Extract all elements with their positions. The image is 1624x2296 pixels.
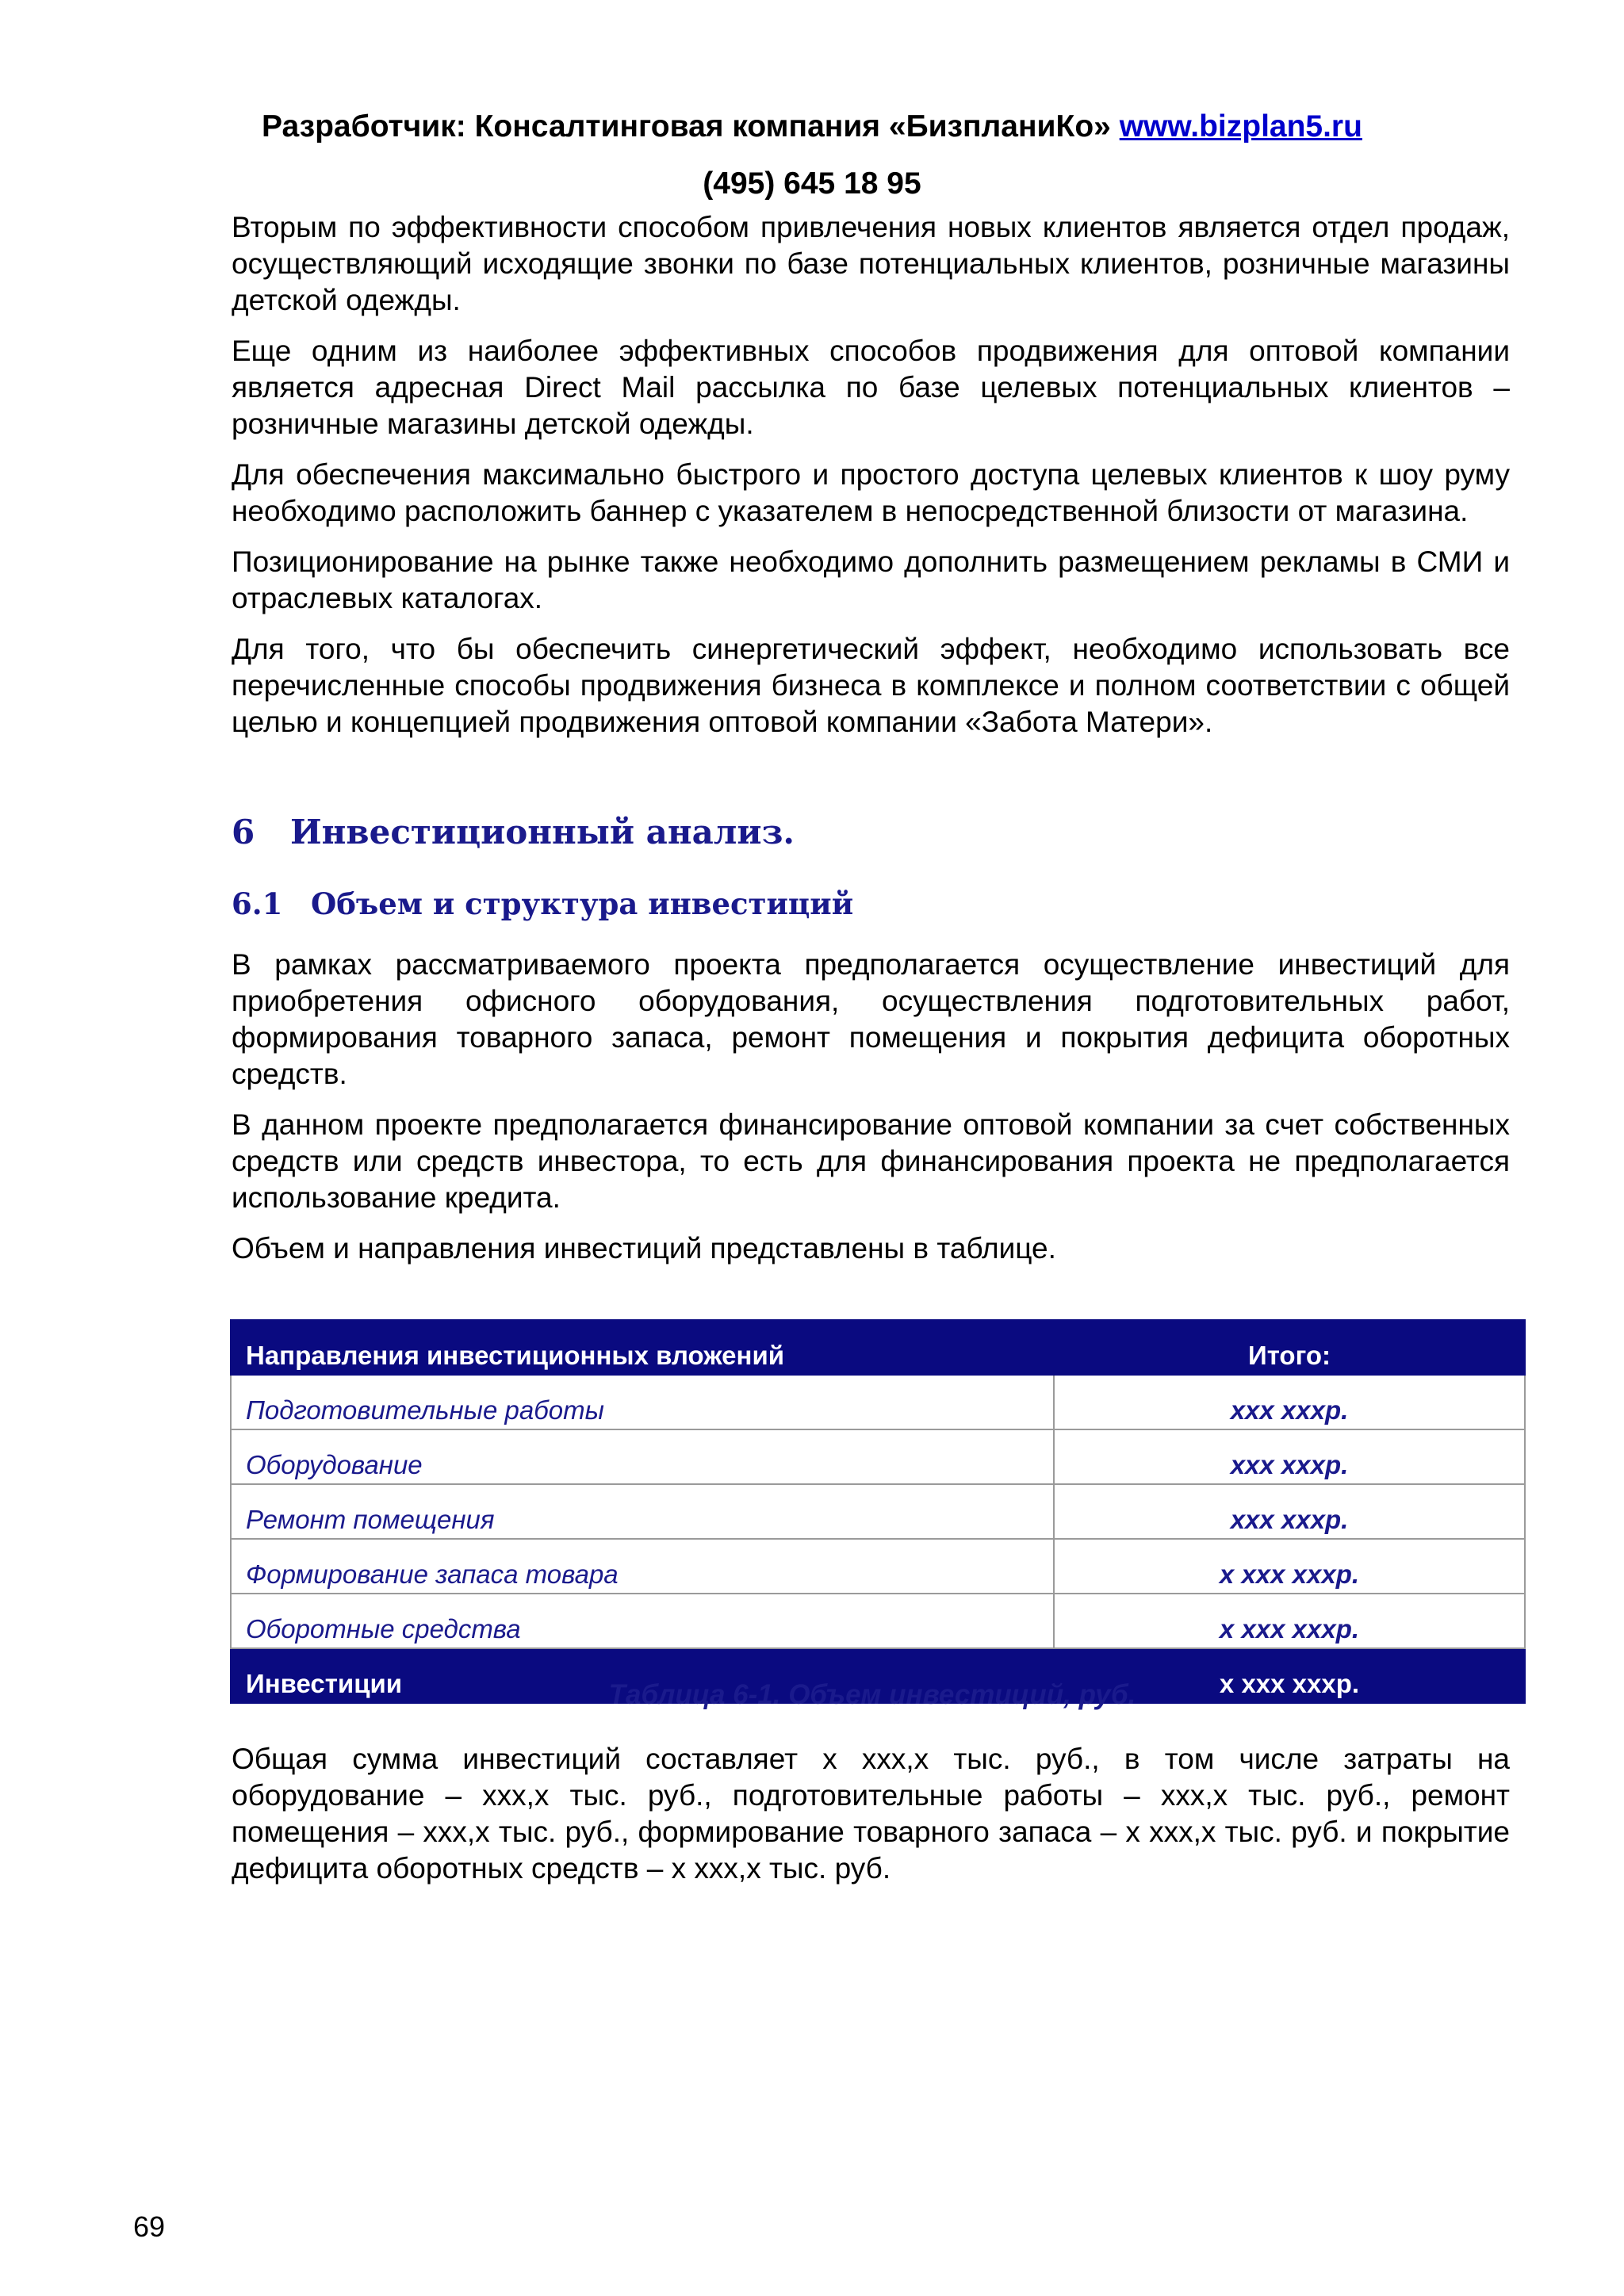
page-number: 69 [133, 2210, 166, 2243]
row-value: x xxx xxxр. [1054, 1594, 1525, 1648]
row-name: Ремонт помещения [231, 1484, 1054, 1539]
developer-label: Разработчик: Консалтинговая компания «БизпланиКо» [262, 109, 1111, 144]
row-value: x xxx xxxр. [1054, 1539, 1525, 1594]
table-row [231, 1594, 1525, 1648]
row-name: Формирование запаса товара [231, 1539, 1054, 1594]
table-caption: Таблица 6-1. Объем инвестиций, руб. [608, 1679, 1136, 1710]
subsection-number: 6.1 [232, 886, 283, 921]
subsection-heading [232, 886, 853, 921]
section-number: 6 [232, 813, 255, 851]
header-directions: Направления инвестиционных вложений [231, 1320, 1054, 1375]
row-name: Подготовительные работы [231, 1375, 1054, 1429]
paragraph: В рамках рассматриваемого проекта предполагается осуществление инвестиций для приобретения офисного оборудования, осуществления подготовительных работ, формирования товарного запаса, ремонт помещения и покрытия дефицита оборотных средств. [232, 948, 1510, 1090]
section-title: Инвестиционный анализ. [290, 813, 795, 851]
total-name: Инвестиции [231, 1648, 1054, 1703]
table-header-row [231, 1320, 1525, 1375]
website-link[interactable]: www.bizplan5.ru [1119, 109, 1362, 144]
total-value: x xxx xxxр. [1054, 1648, 1525, 1703]
page-header [0, 109, 1624, 144]
paragraph: Вторым по эффективности способом привлечения новых клиентов является отдел продаж, осуществляющий исходящие звонки по базе потенциальных клиентов, розничные магазины детской одежды. [232, 211, 1510, 316]
table-row [231, 1375, 1525, 1429]
phone-number: (495) 645 18 95 [703, 166, 921, 201]
paragraph: Объем и направления инвестиций представлены в таблице. [232, 1232, 1056, 1265]
investment-table [230, 1319, 1526, 1704]
row-name: Оборотные средства [231, 1594, 1054, 1648]
summary-text [232, 1741, 1510, 1887]
row-value: xxx xxxр. [1054, 1429, 1525, 1484]
paragraph: Позиционирование на рынке также необходимо дополнить размещением рекламы в СМИ и отраслевых каталогах. [232, 545, 1510, 614]
paragraph: В данном проекте предполагается финансирование оптовой компании за счет собственных средств или средств инвестора, то есть для финансирования проекта не предполагается использование кредита. [232, 1108, 1510, 1214]
section-heading [232, 813, 795, 851]
paragraph: Общая сумма инвестиций составляет x xxx,x тыс. руб., в том числе затраты на оборудование – xxx,x тыс. руб., подготовительные работы – xxx,x тыс. руб., ремонт помещения – xxx,x тыс. руб., формирование товарного запаса – x xxx,x тыс. руб. и покрытие дефицита оборотных средств – x xxx,x тыс. руб. [232, 1743, 1510, 1885]
row-value: xxx xxxр. [1054, 1484, 1525, 1539]
section-text [232, 947, 1510, 1267]
paragraph: Для обеспечения максимально быстрого и простого доступа целевых клиентов к шоу руму необходимо расположить баннер с указателем в непосредственной близости от магазина. [232, 458, 1510, 527]
subsection-title: Объем и структура инвестиций [311, 886, 854, 921]
paragraph: Еще одним из наиболее эффективных способов продвижения для оптовой компании является адресная Direct Mail рассылка по базе целевых потенциальных клиентов – розничные магазины детской одежды. [232, 335, 1510, 440]
table-row [231, 1429, 1525, 1484]
table-row [231, 1484, 1525, 1539]
row-name: Оборудование [231, 1429, 1054, 1484]
intro-text [232, 209, 1510, 740]
table-row [231, 1539, 1525, 1594]
paragraph: Для того, что бы обеспечить синергетический эффект, необходимо использовать все перечисленные способы продвижения бизнеса в комплексе и полном соответствии с общей целью и концепцией продвижения оптовой компании «Забота Матери». [232, 633, 1510, 738]
header-total: Итого: [1054, 1320, 1525, 1375]
row-value: xxx xxxр. [1054, 1375, 1525, 1429]
